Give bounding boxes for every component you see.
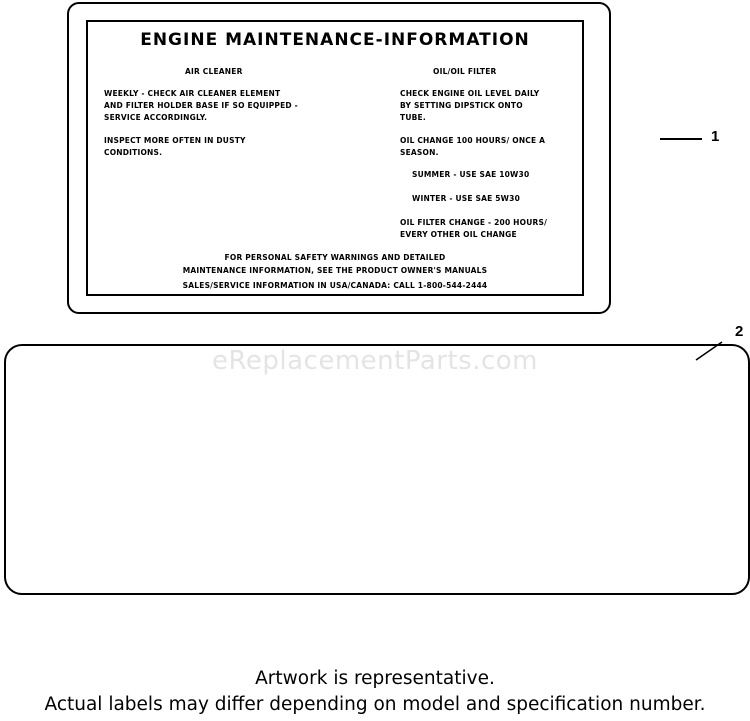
decal-inner-border (86, 20, 584, 296)
caption-line-1: Artwork is representative. (255, 668, 495, 689)
callout-1-number[interactable]: 1 (711, 128, 720, 145)
air-cleaner-heading: AIR CLEANER (185, 67, 243, 76)
footer-line-3: SALES/SERVICE INFORMATION IN USA/CANADA: CALL 1-800-544-2444 (182, 281, 488, 290)
oil-text-2: OIL CHANGE 100 HOURS/ ONCE A SEASON. (400, 136, 546, 157)
callout-2-leader (694, 340, 724, 364)
air-cleaner-text-1: WEEKLY - CHECK AIR CLEANER ELEMENT AND FILTER HOLDER BASE IF SO EQUIPPED - SERVICE ACCORDINGLY. (104, 89, 298, 122)
footer-line-2: MAINTENANCE INFORMATION, SEE THE PRODUCT OWNER'S MANUALS (182, 266, 488, 275)
footer-line-1: FOR PERSONAL SAFETY WARNINGS AND DETAILED (224, 253, 446, 262)
oil-text-3: OIL FILTER CHANGE - 200 HOURS/ EVERY OTHER OIL CHANGE (400, 218, 548, 239)
oil-filter-heading: OIL/OIL FILTER (433, 67, 497, 76)
caption-line-2: Actual labels may differ depending on model and specification number. (44, 694, 706, 715)
callout-2-number[interactable]: 2 (735, 323, 744, 340)
callout-1-leader (660, 138, 702, 140)
oil-winter: WINTER - USE SAE 5W30 (412, 194, 520, 203)
oil-text-1: CHECK ENGINE OIL LEVEL DAILY BY SETTING DIPSTICK ONTO TUBE. (400, 89, 540, 122)
decal-title: ENGINE MAINTENANCE-INFORMATION (140, 30, 530, 50)
blank-decal[interactable] (4, 344, 750, 595)
air-cleaner-text-2: INSPECT MORE OFTEN IN DUSTY CONDITIONS. (104, 136, 246, 157)
oil-summer: SUMMER - USE SAE 10W30 (412, 170, 530, 179)
watermark-text: eReplacementParts.com (211, 346, 538, 376)
